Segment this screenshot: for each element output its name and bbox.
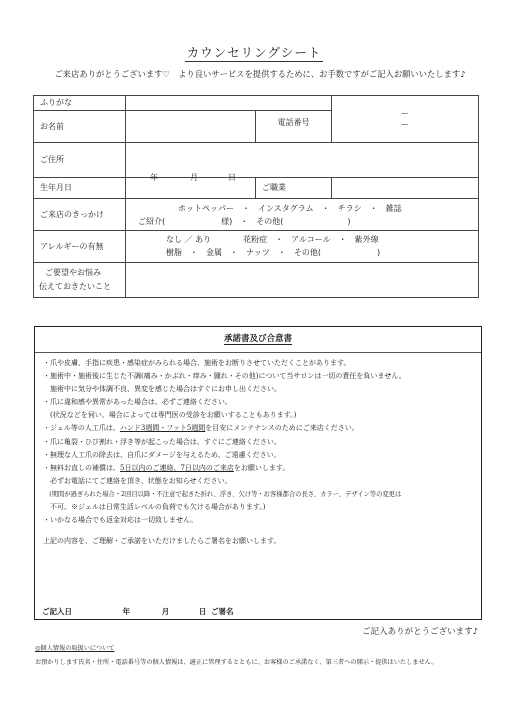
year-label: 年	[122, 607, 131, 616]
date-label: ご記入日	[42, 607, 72, 616]
name-field[interactable]	[126, 110, 256, 142]
allergy-options-line: 樹脂 ・ 金属 ・ ナッツ ・ その他( )	[166, 248, 381, 258]
visit-options-line: ホットペッパー ・ インスタグラム ・ チラシ ・ 雑誌	[178, 203, 402, 213]
birthday-field[interactable]	[126, 172, 256, 198]
address-field[interactable]	[126, 142, 479, 177]
phone-dash: ー	[401, 119, 409, 129]
agreement-list	[35, 357, 481, 527]
month-label: 月	[190, 172, 198, 182]
agreement-item: ・無料お直しの補償は、5日以内のご連絡、7日以内のご来店をお願いします。	[43, 463, 290, 472]
agreement-box	[34, 326, 482, 620]
occupation-label: ご職業	[256, 177, 332, 198]
phone-dash: ー	[401, 108, 409, 118]
allergy-options-line: なし ／ あり 花粉症 ・ アルコール ・ 紫外線	[166, 235, 379, 245]
fix-period: 5日以内のご連絡、7日以内のご来店	[120, 463, 234, 472]
page-title: カウンセリングシート	[186, 45, 322, 60]
year-label: 年	[150, 172, 158, 182]
requests-label-line: 伝えておきたいこと	[39, 281, 111, 291]
agreement-item: (期間が過ぎられた場合・2回目以降・不注意で起きた折れ、浮き、欠け等・お客様都合の長さ、カラー、デザイン等の変更は	[43, 490, 402, 498]
address-label: ご住所	[34, 142, 126, 177]
visit-reason-label: ご来店のきっかけ	[34, 199, 126, 231]
signature-label: ご署名	[211, 607, 234, 616]
counseling-form	[33, 95, 479, 298]
phone-label: 電話番号	[256, 110, 332, 142]
phone-field[interactable]	[332, 96, 479, 143]
greeting-text: ご来店ありがとうございます♡ より良いサービスを提供するために、お手数ですがご記入お願いいたします♪	[54, 69, 466, 79]
privacy-title[interactable]: ◎個人情報の取扱いについて	[35, 645, 115, 652]
consent-text: 上記の内容を、ご理解・ご承諾をいただけましたらご署名をお願いします。	[43, 537, 281, 546]
month-label: 月	[161, 607, 170, 616]
agreement-item: 不可。※ジェルは日常生活レベルの負荷でも欠ける場合があります。)	[43, 503, 266, 512]
furigana-label: ふりがな	[34, 96, 126, 111]
privacy-body: お預かりします氏名・住所・電話番号等の個人情報は、適正に管理するとともに、お客様のご承諾なく、第三者への開示・提供はいたしません。	[35, 659, 438, 666]
agreement-item: ・爪に亀裂・ひび割れ・浮き等が起こった場合は、すぐにご連絡ください。	[43, 437, 281, 446]
day-label: 日	[228, 172, 236, 182]
allergy-options[interactable]	[126, 230, 479, 262]
gel-period: ハンド3週間・フット5週間	[119, 424, 206, 433]
requests-label	[34, 262, 126, 297]
agreement-item: ・爪に違和感や異常があった場合は、必ずご連絡ください。	[43, 398, 232, 407]
requests-label-line: ご要望やお悩み	[45, 267, 101, 277]
agreement-item: ・無理な人工爪の除去は、自爪にダメージを与えるため、ご遠慮ください。	[43, 450, 281, 459]
agreement-item: 必ずお電話にてご連絡を頂き、状態をお知らせください。	[43, 476, 232, 485]
day-label: 日	[198, 607, 207, 616]
agreement-item: 施術中に気分や体調不良、異変を感じた場合はすぐにお申し出ください。	[43, 385, 281, 394]
thanks-text: ご記入ありがとうございます♪	[362, 627, 478, 637]
visit-reason-options[interactable]	[126, 199, 479, 231]
allergy-label: アレルギーの有無	[34, 230, 126, 262]
furigana-field[interactable]	[126, 96, 332, 111]
agreement-item: ・いかなる場合でも返金対応は一切致しません。	[43, 516, 198, 525]
agreement-item: ・施術中・施術後に生じた不調(痛み・かぶれ・痒み・腫れ・その他)について当サロンは一切の責任を負いません。	[43, 372, 406, 381]
birthday-label: 生年月日	[34, 177, 126, 198]
name-label: お名前	[34, 110, 126, 142]
requests-field[interactable]	[126, 262, 479, 297]
agreement-item: ・爪や皮膚、手指に疾患・感染症がみられる場合、施術をお断りさせていただくことがあります。	[43, 359, 351, 367]
agreement-item: (状況などを伺い、場合によっては専門医の受診をお願いすることもあります。)	[43, 411, 297, 420]
agreement-title: 承諾書及び合意書	[223, 334, 292, 344]
visit-options-line: ご紹介( 様) ・ その他( )	[138, 216, 351, 226]
occupation-field[interactable]	[332, 177, 479, 198]
divider	[35, 352, 481, 353]
agreement-item: ・ジェル等の人工爪は、ハンド3週間・フット5週間を目安にメンテナンスのためにご来店ください。	[43, 424, 359, 433]
signature-line[interactable]	[42, 605, 470, 620]
